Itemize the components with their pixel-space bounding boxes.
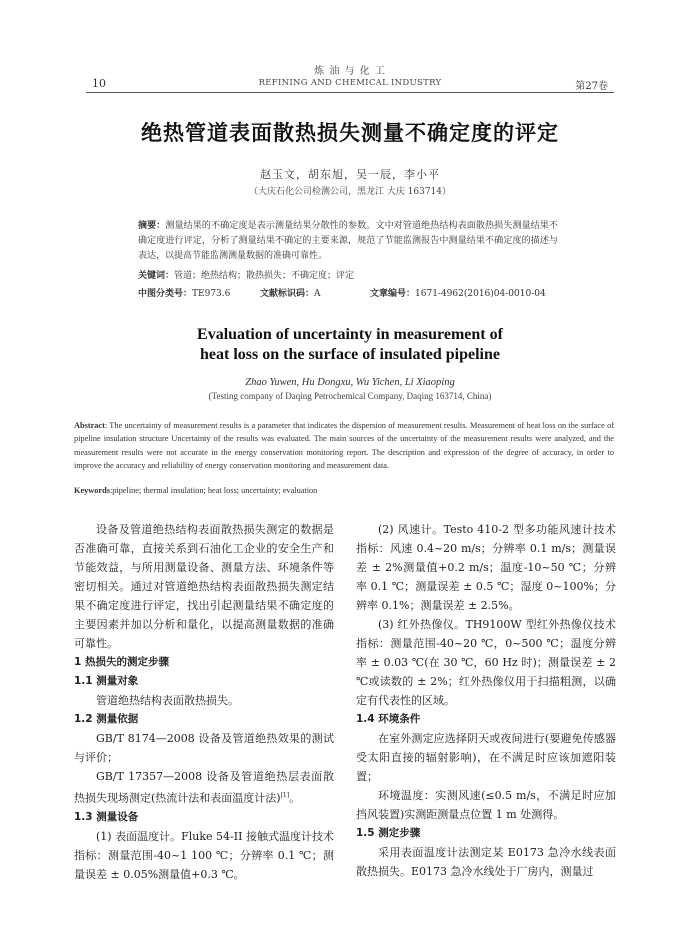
paragraph-1-3-2: (2) 风速计。Testo 410-2 型多功能风速计技术指标：风速 0.4~20 m/s；分辨率 0.1 m/s；测量误差 ± 2%测量值+0.2 m/s；温度-10~50 ℃；分辨率 0.1 ℃；测量误差 ± 0.5 ℃；湿度 0~100%；分辨率 0.1%；测量误差 ± 2.5%。 <box>356 523 616 612</box>
section-heading-1-5: 1.5 测定步骤 <box>356 827 421 839</box>
intro-paragraph: 设备及管道绝热结构表面散热损失测定的数据是否准确可靠，直接关系到石油化工企业的安全生产和节能效益，与所用测量设备、测量方法、环境条件等密切相关。通过对管道绝热结构表面散热损失测定结果不确定度进行评定，找出引起测量结果不确定度的主要因素并加以分析和量化，以提高测量数据的准确可靠性。 <box>74 523 334 650</box>
paragraph-1-3-3: (3) 红外热像仪。TH9100W 型红外热像仪技术指标：测量范围-40~20 ℃，0~500 ℃；温度分辨率 ± 0.03 ℃(在 30 ℃，60 Hz 时)；测量误差 ± 2 ℃或读数的 ± 2%；红外热像仪用于扫描粗测，以确定有代表性的区域。 <box>356 618 616 707</box>
paragraph-1-2b-end: 。 <box>289 791 301 805</box>
journal-name-en: REFINING AND CHEMICAL INDUSTRY <box>258 78 442 88</box>
authors-cn: 赵玉文，胡东旭，吴一辰，李小平 <box>260 168 440 181</box>
doc-value: A <box>314 289 321 299</box>
paragraph-1-1: 管道绝热结构表面散热损失。 <box>96 694 239 707</box>
keywords-en-text: :pipeline; thermal insulation; heat loss; uncertainty; evaluation <box>109 486 318 495</box>
article-number <box>370 286 546 299</box>
keywords-cn-label: 关键词： <box>138 271 175 281</box>
keywords-cn-text: 管道；绝热结构；散热损失；不确定度；评定 <box>174 271 355 281</box>
abstract-cn <box>138 219 558 264</box>
abstract-en <box>74 419 614 473</box>
paragraph-1-2b <box>74 767 334 808</box>
paper-title-en-line2: heat loss on the surface of insulated pipeline <box>199 346 500 363</box>
doc-code <box>260 286 321 299</box>
clc-label: 中图分类号： <box>138 289 193 299</box>
paragraph-1-4b: 环境温度：实测风速(≤0.5 m/s，不满足时应加挡风装置)实测距测量点位置 1 m 处测得。 <box>356 789 616 821</box>
journal-name-cn: 炼 油 与 化 工 <box>314 66 386 77</box>
section-heading-1-4: 1.4 环境条件 <box>356 713 421 725</box>
article-value: 1671-4962(2016)04-0010-04 <box>415 289 546 299</box>
authors-en: Zhao Yuwen, Hu Dongxu, Wu Yichen, Li Xiaoping <box>245 377 455 388</box>
article-label: 文章编号： <box>370 289 416 299</box>
section-heading-1: 1 热损失的测定步骤 <box>74 656 169 668</box>
paper-title-cn: 绝热管道表面散热损失测量不确定度的评定 <box>141 121 559 145</box>
paragraph-1-3: (1) 表面温度计。Fluke 54-II 接触式温度计技术指标：测量范围-40~1 100 ℃；分辨率 0.1 ℃；测量误差 ± 0.05%测量值+0.3 ℃。 <box>74 829 334 881</box>
clc-number <box>138 286 230 299</box>
abstract-cn-label: 摘要： <box>138 221 166 231</box>
abstract-en-label: Abstract <box>74 421 105 430</box>
clc-value: TE973.6 <box>192 289 231 299</box>
keywords-cn <box>138 268 568 281</box>
volume-label: 第27卷 <box>575 81 608 92</box>
header-rule <box>86 92 614 93</box>
paragraph-1-2a: GB/T 8174—2008 设备及管道绝热效果的测试与评价； <box>74 732 334 764</box>
paper-title-en-line1: Evaluation of uncertainty in measurement of <box>197 326 503 343</box>
body-column-right <box>356 520 616 881</box>
page-number: 10 <box>92 77 106 90</box>
section-heading-1-3: 1.3 测量设备 <box>74 810 139 823</box>
doc-label: 文献标识码： <box>260 289 315 299</box>
paragraph-1-4a: 在室外测定应选择阴天或夜间进行(要避免传感器受太阳直接的辐射影响)，在不满足时应该加遮阳装置； <box>356 732 616 783</box>
affiliation-en: (Testing company of Daqing Petrochemical Company, Daqing 163714, China) <box>208 391 492 401</box>
paper-title-en <box>0 325 700 365</box>
reference-marker[interactable]: [1] <box>280 792 290 799</box>
section-heading-1-2: 1.2 测量依据 <box>74 713 139 725</box>
keywords-en-label: Keywords <box>74 486 110 495</box>
section-heading-1-1: 1.1 测量对象 <box>74 675 139 687</box>
keywords-en <box>74 486 614 495</box>
abstract-en-text: : The uncertainty of measurement results is a parameter that indicates the dispersion of measurement results. Measurement of heat loss on the surface of pipeline insulation structure Uncertainty of the results was evaluated. The main sources of the uncertainty of the measurement results were analyzed, and the measurement results were not accurate in the energy conservation monitoring report. The description and expression of the degree of accuracy, in order to improve the accuracy and reliability of energy conservation monitoring and measurement data. <box>74 421 614 471</box>
paragraph-1-5: 采用表面温度计法测定某 E0173 急冷水线表面散热损失。E0173 急冷水线处于厂房内，测量过 <box>356 846 616 878</box>
paragraph-1-2b-text: GB/T 17357—2008 设备及管道绝热层表面散热损失现场测定(热流计法和表面温度计法) <box>74 770 334 805</box>
affiliation-cn: （大庆石化公司检测公司，黑龙江 大庆 163714） <box>248 187 452 197</box>
body-column-left <box>74 520 334 884</box>
abstract-cn-text: 测量结果的不确定度是表示测量结果分散性的参数。文中对管道绝热结构表面散热损失测量结果不确定度进行评定，分析了测量结果不确定的主要来源，规范了节能监测报告中测量结果不确定度的描述与表达，以提高节能监测测量数据的准确可靠性。 <box>138 221 558 261</box>
